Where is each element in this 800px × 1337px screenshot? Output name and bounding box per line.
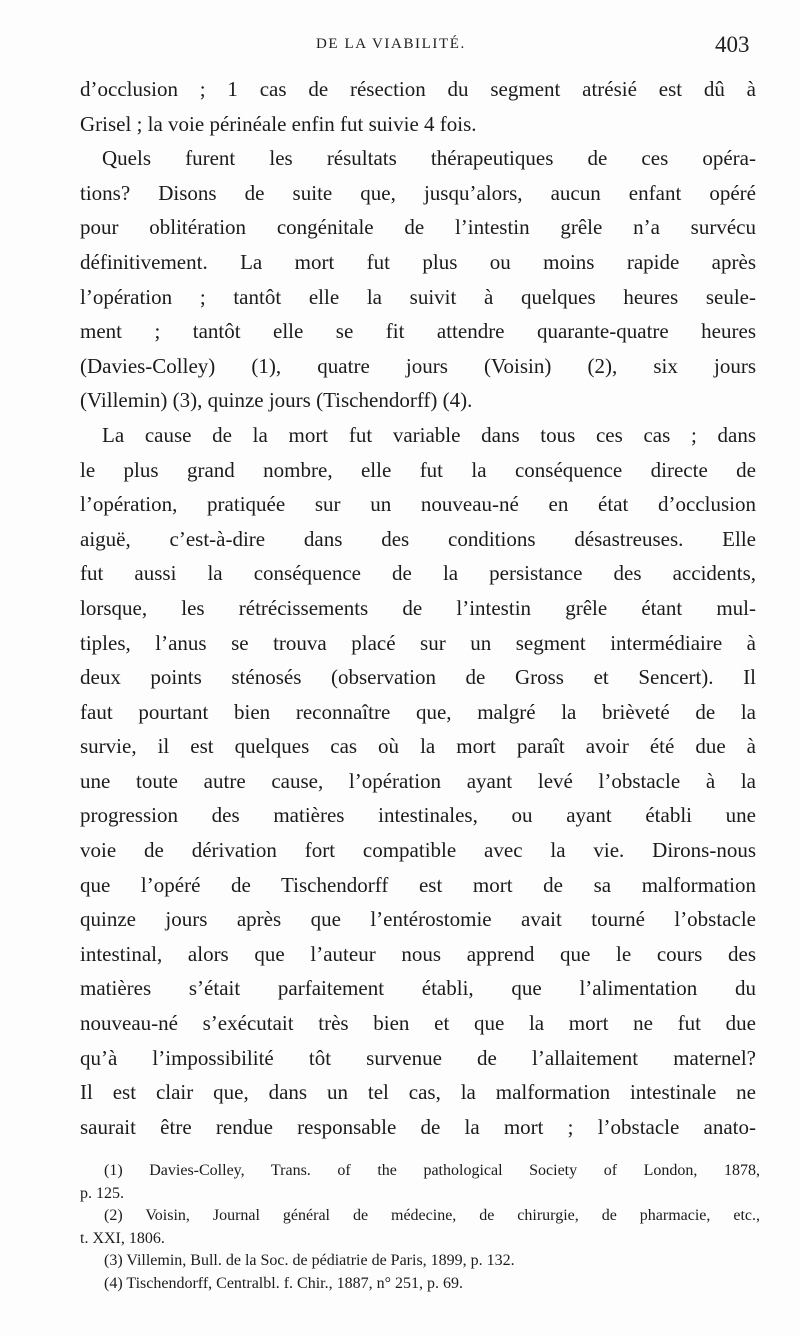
text-line: définitivement. La mort fut plus ou moins rapide après xyxy=(80,249,756,274)
text-line: le plus grand nombre, elle fut la conséquence directe de xyxy=(80,457,756,482)
footnote-line: (3) Villemin, Bull. de la Soc. de pédiatrie de Paris, 1899, p. 132. xyxy=(104,1252,515,1270)
running-head xyxy=(0,32,800,60)
footnote-line: t. XXI, 1806. xyxy=(80,1229,165,1247)
paragraph-start-line: Quels furent les résultats thérapeutiques de ces opéra- xyxy=(102,146,756,171)
text-line: ment ; tantôt elle se fit attendre quarante-quatre heures xyxy=(80,319,756,344)
footnote-line: p. 125. xyxy=(80,1184,124,1202)
text-line: intestinal, alors que l’auteur nous apprend que le cours des xyxy=(80,941,756,966)
text-line: que l’opéré de Tischendorff est mort de sa malformation xyxy=(80,872,756,897)
text-line: quinze jours après que l’entérostomie avait tourné l’obstacle xyxy=(80,907,756,932)
text-line: qu’à l’impossibilité tôt survenue de l’allaitement maternel? xyxy=(80,1045,756,1070)
text-line: lorsque, les rétrécissements de l’intestin grêle étant mul- xyxy=(80,595,756,620)
text-line: tions? Disons de suite que, jusqu’alors, aucun enfant opéré xyxy=(80,180,756,205)
footnote-line: (1) Davies-Colley, Trans. of the pathological Society of London, 1878, xyxy=(104,1162,760,1179)
text-line: survie, il est quelques cas où la mort paraît avoir été due à xyxy=(80,734,756,759)
text-line: faut pourtant bien reconnaître que, malgré la brièveté de la xyxy=(80,699,756,724)
text-line: l’opération ; tantôt elle la suivit à quelques heures seule- xyxy=(80,284,756,309)
text-line: l’opération, pratiquée sur un nouveau-né en état d’occlusion xyxy=(80,492,756,517)
text-line: voie de dérivation fort compatible avec la vie. Dirons-nous xyxy=(80,838,756,863)
footnote-line: (2) Voisin, Journal général de médecine, de chirurgie, de pharmacie, etc., xyxy=(104,1207,760,1225)
text-line: Grisel ; la voie périnéale enfin fut suivie 4 fois. xyxy=(80,111,477,136)
running-title: DE LA VIABILITÉ. xyxy=(316,36,466,52)
text-line: matières s’était parfaitement établi, que l’alimentation du xyxy=(80,976,756,1001)
text-line: nouveau-né s’exécutait très bien et que la mort ne fut due xyxy=(80,1011,756,1036)
text-line: (Villemin) (3), quinze jours (Tischendorff) (4). xyxy=(80,388,473,413)
text-line: deux points sténosés (observation de Gross et Sencert). Il xyxy=(80,665,756,690)
footnote-line: (4) Tischendorff, Centralbl. f. Chir., 1887, n° 251, p. 69. xyxy=(104,1274,463,1292)
text-line: fut aussi la conséquence de la persistance des accidents, xyxy=(80,561,756,586)
text-line: une toute autre cause, l’opération ayant levé l’obstacle à la xyxy=(80,768,756,793)
page-number: 403 xyxy=(715,32,750,57)
text-line: progression des matières intestinales, ou ayant établi une xyxy=(80,803,756,828)
body-text xyxy=(80,72,756,1144)
text-line: tiples, l’anus se trouva placé sur un segment intermédiaire à xyxy=(80,630,756,655)
text-line: d’occlusion ; 1 cas de résection du segment atrésié est dû à xyxy=(80,77,756,101)
text-line: aiguë, c’est-à-dire dans des conditions désastreuses. Elle xyxy=(80,526,756,551)
text-line: saurait être rendue responsable de la mort ; l’obstacle anato- xyxy=(80,1114,756,1139)
footnotes xyxy=(80,1160,760,1296)
text-line: pour oblitération congénitale de l’intestin grêle n’a survécu xyxy=(80,215,756,240)
text-line: (Davies-Colley) (1), quatre jours (Voisin) (2), six jours xyxy=(80,353,756,378)
paragraph-start-line: La cause de la mort fut variable dans tous ces cas ; dans xyxy=(102,422,756,447)
text-line: Il est clair que, dans un tel cas, la malformation intestinale ne xyxy=(80,1080,756,1105)
